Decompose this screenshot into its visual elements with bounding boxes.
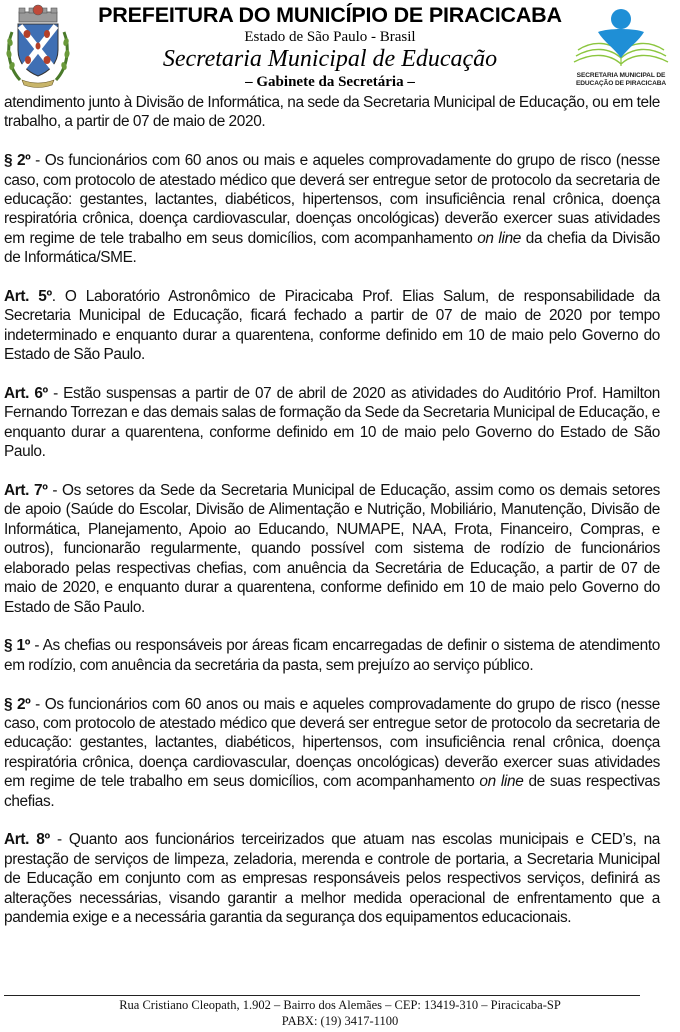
sme-book-person-logo-icon [568, 4, 674, 72]
paragraph-art7 [4, 481, 660, 617]
italic-term: on line [477, 229, 521, 247]
paragraph-text: - As chefias ou responsáveis por áreas ficam encarregadas de definir o sistema de atendimento em rodízio, com anuência da secretária da pasta, sem prejuízo ao serviço público. [4, 637, 660, 674]
paragraph-art6 [4, 384, 660, 462]
footer-address: Rua Cristiano Cleopath, 1.902 – Bairro dos Alemães – CEP: 13419-310 – Piracicaba-SP [119, 998, 561, 1012]
paragraph-text: atendimento junto à Divisão de Informática, na sede da Secretaria Municipal de Educação, ou em tele trabalho, a partir de 07 de maio de 2020. [4, 94, 660, 131]
article-label: § 2º [4, 152, 31, 170]
article-label: § 2º [4, 695, 31, 713]
letterhead [0, 0, 680, 95]
paragraph-art8 [4, 830, 660, 927]
paragraph-par2-a [4, 151, 660, 267]
document-body [4, 93, 660, 927]
paragraph-art7-par1 [4, 636, 660, 675]
sme-logo-caption-line-1: SECRETARIA MUNICIPAL DE [576, 72, 666, 79]
paragraph-text: - Quanto aos funcionários terceirizados que atuam nas escolas municipais e CED’s, na prestação de serviços de limpeza, zeladoria, merenda e controle de portaria, a Secretaria Municipal de Educação em conjunto com as empresas responsáveis pelos respectivos serviços, definirá as alterações necessárias, visando garantir a melhor medida operacional de enfrentamento que a pandemia exige e a necessária garantia da segurança dos equipamentos educacionais. [4, 831, 660, 926]
sme-logo-caption [568, 72, 674, 88]
footer-divider [4, 995, 640, 996]
italic-term: on line [479, 773, 524, 791]
paragraph-text: - Estão suspensas a partir de 07 de abril de 2020 as atividades do Auditório Prof. Hamilton Fernando Torrezan e das demais salas de formação da Sede da Secretaria Municipal de Educação, e enquanto durar a quarentena, conforme definido em 10 de maio pelo Governo do Estado de São Paulo. [4, 385, 660, 461]
article-label: Art. 7º [4, 482, 48, 500]
paragraph-text: - Os funcionários com 60 anos ou mais e aqueles comprovadamente do grupo de risco (nesse caso, com protocolo de atestado médico que deverá ser entregue setor de protocolo da secretaria de educação: gestantes, lactantes, diabéticos, hipertensos, com insuficiência renal crônica, doença respiratória crônica, doença cardiovascular, doenças oncológicas) deverão exercer suas atividades em regime de tele trabalho em seus domicílios, com acompanhamento [4, 695, 660, 791]
paragraph-text: da chefia da Divisão de Informática/SME. [4, 229, 661, 267]
paragraph-text: - Os funcionários com 60 anos ou mais e aqueles comprovadamente do grupo de risco (nesse caso, com protocolo de atestado médico que deverá ser entregue setor de protocolo da secretaria de educação: gestantes, lactantes, diabéticos, hipertensos, com insuficiência renal crônica, doença respiratória crônica, doença cardiovascular, doenças oncológicas) deverão exercer suas atividades em regime de tele trabalho em seus domicílios, com acompanhamento [4, 152, 660, 247]
paragraph-text: - Os setores da Sede da Secretaria Municipal de Educação, assim como os demais setores de apoio (Saúde do Escolar, Divisão de Alimentação e Nutrição, Mobiliário, Manutenção, Divisão de Informática, Planejamento, Apoio ao Educando, NUMAPE, NAA, Frota, Financeiro, Compras, e outros), funcionarão regularmente, quando possível com sistema de rodízio de funcionários elaborado pelas respectivas chefias, com anuência da Secretária de Educação, a partir de 07 de maio de 2020, e enquanto durar a quarentena, conforme definido em 10 de maio pelo Governo do Estado de São Paulo. [4, 482, 660, 616]
state-subtitle: Estado de São Paulo - Brasil [244, 29, 416, 45]
footer-phone: PABX: (19) 3417-1100 [281, 1014, 399, 1028]
paragraph-text: de suas respectivas chefias. [4, 773, 660, 810]
paragraph-continuation [4, 93, 660, 132]
article-label: Art. 8º [4, 831, 50, 849]
paragraph-art5 [4, 287, 660, 365]
secretariat-name: Secretaria Municipal de Educação [162, 46, 498, 72]
piracicaba-coat-of-arms-icon [4, 2, 72, 90]
office-name: – Gabinete da Secretária – [245, 74, 415, 90]
article-label: Art. 5º [4, 288, 52, 306]
article-label: § 1º [4, 637, 31, 655]
paragraph-text: . O Laboratório Astronômico de Piracicaba Prof. Elias Salum, de responsabilidade da Secretaria Municipal de Educação, ficará fechado a partir de 07 de maio de 2020 por tempo indeterminado e enquanto durar a quarentena, conforme definido em 10 de maio pelo Governo do Estado de São Paulo. [4, 288, 660, 364]
sme-logo-caption-line-2: EDUCAÇÃO DE PIRACICABA [575, 80, 667, 87]
article-label: Art. 6º [4, 385, 48, 403]
sme-logo [568, 4, 674, 92]
paragraph-art7-par2 [4, 695, 660, 811]
municipality-title: PREFEITURA DO MUNICÍPIO DE PIRACICABA [98, 3, 562, 27]
